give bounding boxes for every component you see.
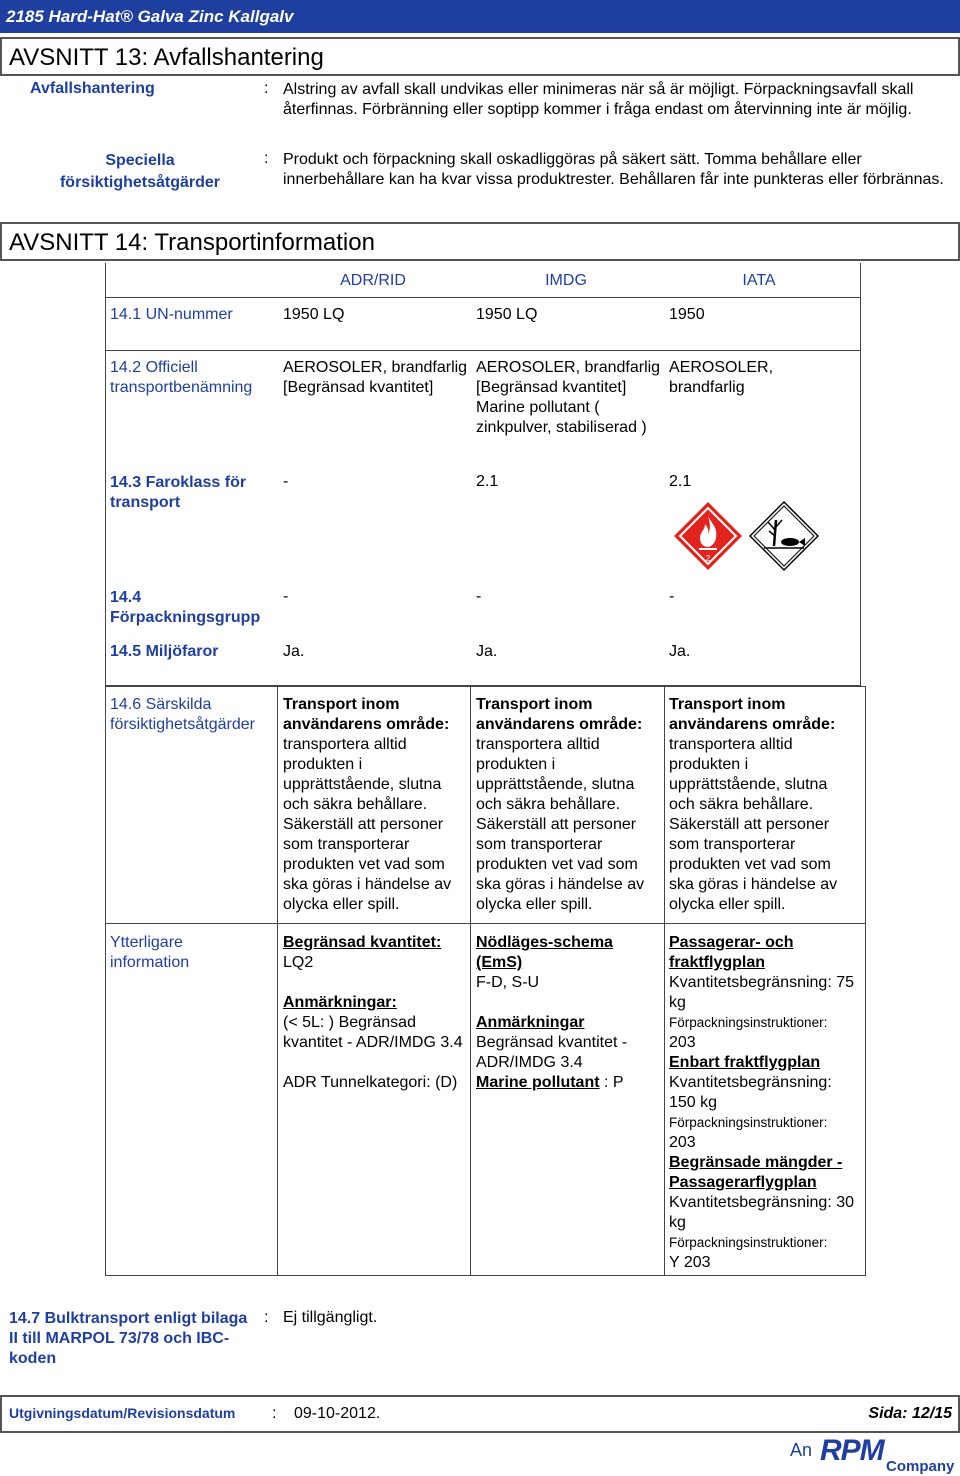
table-divider-un — [105, 350, 861, 351]
iata-number-3: Y 203 — [669, 1254, 711, 1271]
waste-text: Alstring av avfall skall undvikas eller minimeras när så är möjligt. Förpackningsavfall skall återfinnas. Förbränning eller soptipp kommer i fråga endast om återvinning inte är möjlig. — [283, 81, 914, 118]
special-bold: Transport inom användarens område: — [283, 696, 450, 733]
additional-label-1: Ytterligare — [110, 934, 183, 951]
section13-title — [0, 37, 960, 76]
class-iata: 2.1 — [669, 473, 692, 490]
col-divider — [277, 686, 278, 1276]
un-imdg: 1950 LQ — [476, 306, 538, 323]
special-label-2: försiktighetsåtgärder — [110, 716, 255, 733]
iata-packing-2: Förpackningsinstruktioner: — [669, 1115, 828, 1130]
bulk-label: 14.7 Bulktransport enligt bilaga II till MARPOL 73/78 och IBC-koden — [9, 1310, 248, 1367]
rpm-logo — [790, 1436, 960, 1476]
additional-label-2: information — [110, 954, 190, 971]
table-divider-top — [105, 297, 861, 298]
footer-date: 09-10-2012. — [294, 1405, 381, 1422]
packing-label-1: 14.4 — [110, 589, 142, 606]
name-imdg: AEROSOLER, brandfarlig [Begränsad kvantitet] Marine pollutant ( zinkpulver, stabiliserad ) — [476, 359, 661, 436]
iata-packing-3: Förpackningsinstruktioner: — [669, 1235, 828, 1250]
class-label — [110, 473, 246, 513]
additional-label — [110, 933, 189, 973]
class-adr: - — [283, 473, 289, 490]
precaution-label-2: försiktighetsåtgärder — [59, 174, 221, 191]
imdg-value-1: F-D, S-U — [476, 974, 540, 991]
bulk-value: Ej tillgängligt. — [283, 1309, 378, 1326]
colon: : — [264, 80, 269, 97]
special-text: transportera alltid produkten i upprättstående, slutna och säkra behållare. Säkerställ att personer som transporterar produkten vet vad som ska göras i händelse av olycka eller spill. — [476, 736, 645, 913]
flame-pictogram-icon — [672, 500, 744, 572]
class-imdg: 2.1 — [476, 473, 499, 490]
special-text: transportera alltid produkten i upprättstående, slutna och säkra behållare. Säkerställ att personer som transporterar produkten vet vad som ska göras i händelse av olycka eller spill. — [283, 736, 452, 913]
col-divider — [664, 686, 665, 1276]
special-adr — [283, 695, 466, 915]
adr-value-2: (< 5L: ) Begränsad kvantitet - ADR/IMDG 3.4 — [283, 1014, 463, 1051]
class-label-1: 14.3 Faroklass för — [110, 474, 247, 491]
colon: : — [264, 150, 269, 167]
name-label — [110, 358, 252, 398]
special-label — [110, 695, 255, 735]
packing-label — [110, 588, 260, 628]
precaution-text: Produkt och förpackning skall oskadliggöras på säkert sätt. Tomma behållare eller innerbehållare kan ha kvar vissa produktrester. Behållaren får inte punkteras eller förbrännas. — [283, 151, 944, 188]
iata-quantity-2: Kvantitetsbegränsning: 150 kg — [669, 1074, 832, 1111]
col-header-adr: ADR/RID — [340, 272, 406, 289]
imdg-heading-1: Nödläges-schema (EmS) — [476, 934, 613, 971]
un-label: 14.1 UN-nummer — [110, 306, 233, 323]
class-label-2: transport — [110, 494, 181, 511]
iata-heading-2: Enbart fraktflygplan — [669, 1054, 821, 1071]
name-label-2: transportbenämning — [110, 379, 253, 396]
iata-quantity-1: Kvantitetsbegränsning: 75 kg — [669, 974, 855, 1011]
un-iata: 1950 — [669, 306, 705, 323]
environment-pictogram-icon — [748, 500, 820, 572]
additional-imdg — [476, 933, 659, 1093]
iata-quantity-3: Kvantitetsbegränsning: 30 kg — [669, 1194, 855, 1231]
section13-title-text: AVSNITT 13: Avfallshantering — [9, 44, 324, 71]
special-text: transportera alltid produkten i upprättstående, slutna och säkra behållare. Säkerställ att personer som transporterar produkten vet vad som ska göras i händelse av olycka eller spill. — [669, 736, 838, 913]
iata-number-2: 203 — [669, 1134, 696, 1151]
footer — [0, 1395, 960, 1433]
un-adr: 1950 LQ — [283, 306, 345, 323]
packing-label-2: Förpackningsgrupp — [110, 609, 261, 626]
special-imdg — [476, 695, 659, 915]
precaution-label — [20, 150, 260, 194]
special-iata — [669, 695, 852, 915]
footer-label: Utgivningsdatum/Revisionsdatum — [9, 1405, 236, 1421]
section14-title — [0, 222, 960, 261]
imdg-value-2: Begränsad kvantitet - ADR/IMDG 3.4 — [476, 1034, 628, 1071]
colon: : — [264, 1309, 269, 1326]
env-label: 14.5 Miljöfaror — [110, 643, 219, 660]
iata-heading-1: Passagerar- och fraktflygplan — [669, 934, 794, 971]
name-adr: AEROSOLER, brandfarlig [Begränsad kvantitet] — [283, 359, 468, 396]
row-divider — [105, 923, 866, 924]
col-header-iata: IATA — [742, 272, 776, 289]
logo-company: Company — [886, 1458, 955, 1475]
env-adr: Ja. — [283, 643, 305, 660]
col-divider — [470, 686, 471, 1276]
packing-imdg: - — [476, 588, 482, 605]
packing-adr: - — [283, 588, 289, 605]
document-header: 2185 Hard-Hat® Galva Zinc Kallgalv — [0, 0, 960, 33]
additional-adr — [283, 933, 466, 1093]
footer-page: Sida: 12/15 — [868, 1405, 952, 1422]
special-label-1: 14.6 Särskilda — [110, 696, 212, 713]
env-imdg: Ja. — [476, 643, 498, 660]
special-bold: Transport inom användarens område: — [669, 696, 836, 733]
adr-heading-1: Begränsad kvantitet: — [283, 934, 442, 951]
special-bold: Transport inom användarens område: — [476, 696, 643, 733]
logo-an: An — [790, 1440, 813, 1460]
packing-iata: - — [669, 588, 675, 605]
adr-heading-2: Anmärkningar: — [283, 994, 397, 1011]
adr-value-3: ADR Tunnelkategori: (D) — [283, 1074, 458, 1091]
logo-rpm: RPM — [820, 1434, 884, 1467]
pictogram-number: 2 — [705, 554, 711, 563]
imdg-value-3: : P — [604, 1074, 624, 1091]
iata-heading-3: Begränsade mängder - Passagerarflygplan — [669, 1154, 843, 1191]
precaution-label-1: Speciella — [105, 152, 175, 169]
env-iata: Ja. — [669, 643, 691, 660]
waste-label: Avfallshantering — [30, 80, 155, 97]
imdg-heading-2: Anmärkningar — [476, 1014, 585, 1031]
name-label-1: 14.2 Officiell — [110, 359, 198, 376]
col-header-imdg: IMDG — [545, 272, 587, 289]
additional-iata — [669, 933, 859, 1273]
adr-value-1: LQ2 — [283, 954, 314, 971]
section14-title-text: AVSNITT 14: Transportinformation — [9, 229, 375, 256]
name-iata: AEROSOLER, brandfarlig — [669, 359, 774, 396]
imdg-heading-3: Marine pollutant — [476, 1074, 600, 1091]
iata-number-1: 203 — [669, 1034, 696, 1051]
iata-packing-1: Förpackningsinstruktioner: — [669, 1015, 828, 1030]
colon: : — [272, 1405, 277, 1422]
